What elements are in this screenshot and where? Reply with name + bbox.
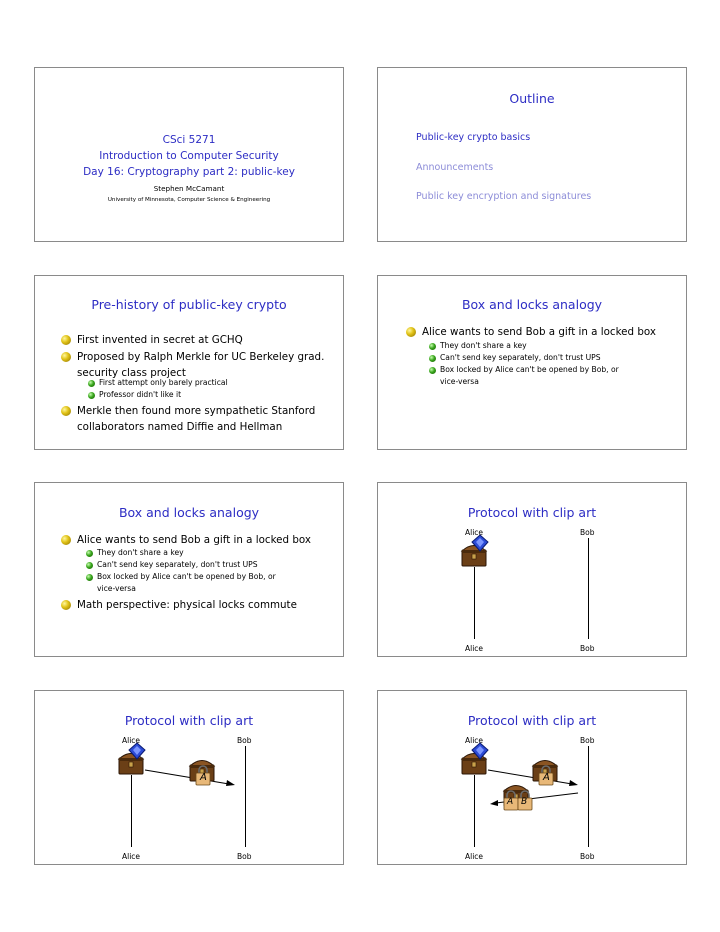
slide-protocol-3: [377, 690, 687, 865]
alice-label-bottom: Alice: [465, 644, 484, 653]
bob-label-bottom: Bob: [580, 644, 595, 653]
green-ball-icon: [429, 343, 436, 350]
bullet: Alice wants to send Bob a gift in a locked box: [406, 324, 656, 340]
yellow-ball-icon: [61, 352, 71, 362]
course-number: CSci 5271: [162, 134, 216, 146]
slide-protocol-1: [377, 482, 687, 657]
sub-bullet: Box locked by Alice can't be opened by Bob, or vice-versa: [86, 571, 276, 594]
alice-label-bottom: Alice: [465, 852, 484, 861]
sub-bullet: Box locked by Alice can't be opened by Bob, or vice-versa: [429, 364, 619, 387]
alice-label-bottom: Alice: [122, 852, 141, 861]
outline-item: Announcements: [416, 162, 494, 173]
bullet: Proposed by Ralph Merkle for UC Berkeley grad. security class project: [61, 349, 324, 381]
bob-label-top: Bob: [237, 736, 252, 745]
slide-title: Box and locks analogy: [118, 505, 260, 520]
alice-timeline: [474, 567, 475, 639]
green-ball-icon: [429, 367, 436, 374]
slide-title: Outline: [509, 91, 555, 106]
slide-box-locks-math: [34, 482, 344, 657]
slide-box-locks: [377, 275, 687, 450]
bob-label-top: Bob: [580, 736, 595, 745]
bob-timeline: [245, 746, 246, 847]
alice-label-top: Alice: [465, 736, 484, 745]
sub-bullet: Can't send key separately, don't trust UPS: [429, 352, 601, 364]
slide-title: Protocol with clip art: [467, 713, 597, 728]
bullet: Alice wants to send Bob a gift in a locked box: [61, 532, 311, 548]
bob-label-top: Bob: [580, 528, 595, 537]
green-ball-icon: [429, 355, 436, 362]
yellow-ball-icon: [61, 600, 71, 610]
bullet: Merkle then found more sympathetic Stanford collaborators named Diffie and Hellman: [61, 403, 315, 435]
green-ball-icon: [88, 380, 95, 387]
slide-outline: [377, 67, 687, 242]
alice-timeline: [131, 775, 132, 847]
alice-label-top: Alice: [122, 736, 141, 745]
outline-item: Public key encryption and signatures: [416, 191, 592, 202]
slide-title: Protocol with clip art: [124, 713, 254, 728]
yellow-ball-icon: [406, 327, 416, 337]
lock-a-label: A: [200, 772, 207, 783]
yellow-ball-icon: [61, 335, 71, 345]
sub-bullet: First attempt only barely practical: [88, 377, 228, 389]
lock-a-label: A: [543, 772, 550, 783]
sub-bullet: Can't send key separately, don't trust UPS: [86, 559, 258, 571]
chest-with-two-locks-icon: [500, 779, 540, 819]
green-ball-icon: [86, 574, 93, 581]
lock-b-label: B: [521, 797, 528, 807]
slide-title: Box and locks analogy: [461, 297, 603, 312]
lock-a-label: A: [507, 797, 514, 807]
green-ball-icon: [86, 562, 93, 569]
bob-label-bottom: Bob: [580, 852, 595, 861]
yellow-ball-icon: [61, 406, 71, 416]
affiliation: University of Minnesota, Computer Science & Engineering: [107, 197, 271, 203]
slide-title: Pre-history of public-key crypto: [91, 297, 287, 312]
bullet: First invented in secret at GCHQ: [61, 332, 243, 348]
treasure-chest-icon: [460, 535, 494, 569]
slide-protocol-2: [34, 690, 344, 865]
bob-timeline: [588, 746, 589, 847]
bob-label-bottom: Bob: [237, 852, 252, 861]
green-ball-icon: [88, 392, 95, 399]
yellow-ball-icon: [61, 535, 71, 545]
slide-title: Protocol with clip art: [467, 505, 597, 520]
lecture-title: Day 16: Cryptography part 2: public-key: [83, 166, 295, 178]
slide-prehistory: [34, 275, 344, 450]
sub-bullet: They don't share a key: [429, 340, 527, 352]
bob-timeline: [588, 538, 589, 639]
author: Stephen McCamant: [153, 184, 225, 193]
alice-timeline: [474, 775, 475, 847]
outline-item: Public-key crypto basics: [416, 132, 531, 143]
green-ball-icon: [86, 550, 93, 557]
course-title: Introduction to Computer Security: [99, 150, 279, 162]
sub-bullet: Professor didn't like it: [88, 389, 181, 401]
alice-label-top: Alice: [465, 528, 484, 537]
sub-bullet: They don't share a key: [86, 547, 184, 559]
slide-title: [34, 67, 344, 242]
bullet: Math perspective: physical locks commute: [61, 597, 297, 613]
